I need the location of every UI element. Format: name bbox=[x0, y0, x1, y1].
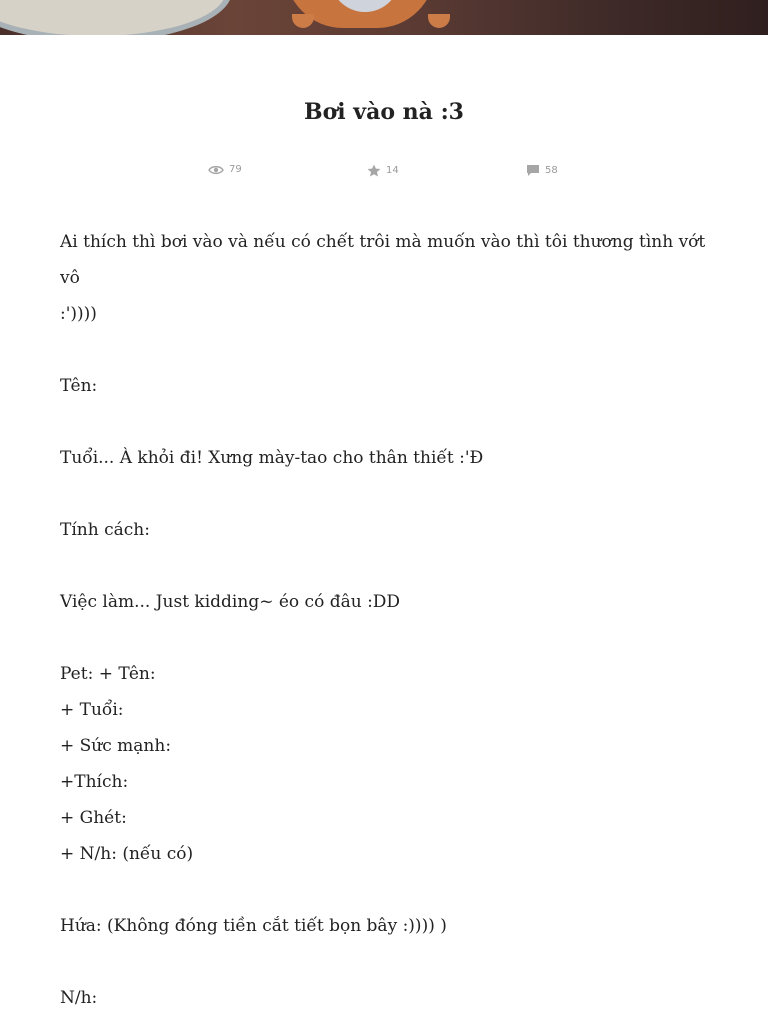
cover-plate bbox=[0, 0, 232, 35]
comment-icon bbox=[526, 164, 540, 177]
story-line: + Tuổi: bbox=[60, 700, 124, 720]
story-line: Tên: bbox=[60, 376, 98, 396]
story-line bbox=[60, 548, 710, 584]
story-line bbox=[60, 476, 710, 512]
star-icon bbox=[367, 164, 381, 177]
votes-count: 14 bbox=[386, 165, 399, 176]
story-line: Pet: + Tên: bbox=[60, 664, 156, 684]
story-cover-image bbox=[0, 0, 768, 35]
votes-stat bbox=[367, 164, 399, 177]
story-body bbox=[60, 224, 710, 1016]
story-line: +Thích: bbox=[60, 772, 129, 792]
story-line bbox=[60, 944, 710, 980]
views-count: 79 bbox=[229, 164, 242, 175]
story-line: + Ghét: bbox=[60, 808, 127, 828]
comments-count: 58 bbox=[545, 165, 558, 176]
story-line: N/h: bbox=[60, 988, 98, 1008]
story-line: :')))) bbox=[60, 304, 97, 324]
story-line bbox=[60, 404, 710, 440]
story-line: + Sức mạnh: bbox=[60, 736, 172, 756]
story-line: Tính cách: bbox=[60, 520, 150, 540]
views-stat bbox=[208, 164, 242, 175]
comments-stat bbox=[526, 164, 558, 177]
eye-icon bbox=[208, 165, 224, 175]
story-stats bbox=[0, 164, 768, 182]
cover-creature-paw bbox=[428, 14, 450, 28]
story-line: Tuổi... À khỏi đi! Xưng mày-tao cho thân thiết :'Đ bbox=[60, 448, 484, 468]
story-line bbox=[60, 872, 710, 908]
story-line: Ai thích thì bơi vào và nếu có chết trôi mà muốn vào thì tôi thương tình vớt vô bbox=[60, 232, 706, 288]
story-title: Bơi vào nà :3 bbox=[304, 98, 464, 125]
cover-creature-paw bbox=[292, 14, 314, 28]
story-line bbox=[60, 620, 710, 656]
story-line: + N/h: (nếu có) bbox=[60, 844, 194, 864]
story-line: Hứa: (Không đóng tiền cắt tiết bọn bây :)))) ) bbox=[60, 916, 447, 936]
story-line bbox=[60, 332, 710, 368]
story-line: Việc làm... Just kidding~ éo có đâu :DD bbox=[60, 592, 401, 612]
